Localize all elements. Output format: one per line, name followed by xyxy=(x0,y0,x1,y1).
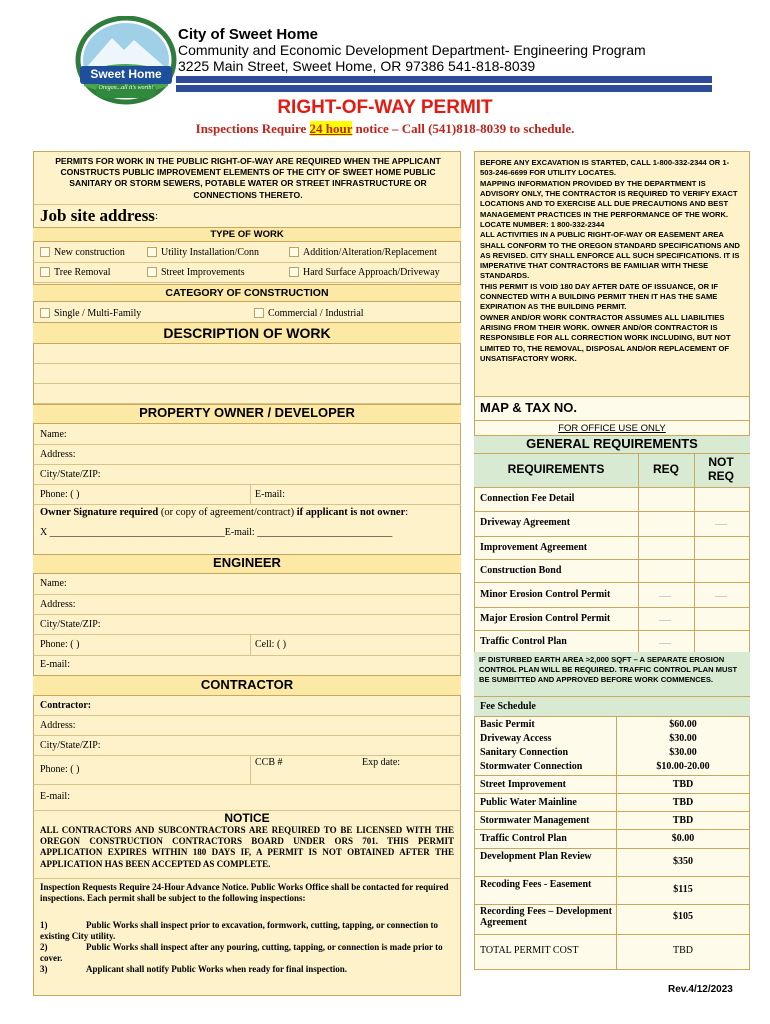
inspection-intro: Inspection Requests Require 24-Hour Advance Notice. Public Works Office shall be contacted for required inspections. Each permit shall be subject to the following inspections: xyxy=(40,882,449,903)
fee-recording-development-agreement: Recording Fees – Development Agreement xyxy=(480,906,612,928)
fee-driveway-access: Driveway Access xyxy=(480,733,552,744)
erosion-note: IF DISTURBED EARTH AREA >2,000 SQFT – A SEPARATE EROSION CONTROL PLAN WILL BE REQUIRED. TRAFFIC CONTROL PLAN MUST BE SUMBITTED AND APPROVED BEFORE WORK COMMENCES. xyxy=(479,655,738,684)
subtitle-post: notice – Call (541)818-8039 to schedule. xyxy=(352,121,575,136)
fee-traffic-control-plan: Traffic Control Plan xyxy=(480,833,567,844)
description-title: DESCRIPTION OF WORK xyxy=(163,325,331,341)
fee-recoding-easement: Recoding Fees - Easement xyxy=(480,879,592,890)
req-traffic-control: Traffic Control Plan xyxy=(480,636,567,647)
inspection-text: Public Works shall inspect after any pouring, cutting, tapping, or connection is made prior to cover. xyxy=(40,942,443,963)
inspection-list xyxy=(40,920,454,975)
contractor-exp-field[interactable]: Exp date: xyxy=(362,757,401,768)
page-title: RIGHT-OF-WAY PERMIT xyxy=(277,97,493,118)
contractor-city-field[interactable]: City/State/ZIP: xyxy=(40,740,101,751)
description-line-3[interactable] xyxy=(34,384,460,404)
logo-text: Sweet Home xyxy=(90,67,162,81)
office-use-label: FOR OFFICE USE ONLY xyxy=(558,423,666,434)
req-major-erosion: Major Erosion Control Permit xyxy=(480,613,611,624)
req-improvement-agreement: Improvement Agreement xyxy=(480,542,588,553)
inspection-item xyxy=(40,964,454,975)
tree-removal-checkbox[interactable] xyxy=(40,267,50,277)
type-of-work-title: TYPE OF WORK xyxy=(210,229,284,240)
single-multi-family-checkbox[interactable] xyxy=(40,308,50,318)
fee-traffic-control-plan-amount: $0.00 xyxy=(671,833,695,844)
notice-mapping: MAPPING INFORMATION PROVIDED BY THE DEPARTMENT IS ADVISORY ONLY, THE CONTRACTOR IS REQUIRED TO VERIFY EXACT LOCATIONS AND TO EXERCISE ALL DUE PRECAUTIONS AND BEST MANAGEMENT PRACTICES IN THE PERFORMANCE OF THE WORK. LOCATE NUMBER: 1 800-332-2344 xyxy=(480,178,738,229)
engineer-title: ENGINEER xyxy=(213,555,281,570)
fee-sanitary-connection: Sanitary Connection xyxy=(480,747,569,758)
subtitle-pre: Inspections Require xyxy=(195,121,310,136)
sig-colon: : xyxy=(405,507,409,518)
hard-surface-approach-label: Hard Surface Approach/Driveway xyxy=(303,267,440,278)
notice-permit-void: THIS PERMIT IS VOID 180 DAY AFTER DATE OF ISSUANCE, OR IF CONNECTED WITH A BUILDING PERMIT THEN IT HAS THE SAME EXPIRATION AS THE BUILDING PERMIT. xyxy=(480,281,718,312)
fee-recording-development-agreement-amount: $105 xyxy=(673,911,693,922)
fee-basic-permit: Basic Permit xyxy=(480,719,535,730)
req-major-erosion-mark[interactable] xyxy=(659,620,671,621)
fee-sanitary-connection-amount: $30.00 xyxy=(669,747,697,758)
owner-city-field[interactable]: City/State/ZIP: xyxy=(40,469,101,480)
subtitle-highlight: 24 hour xyxy=(309,121,353,136)
fee-stormwater-connection-amount: $10.00-20.00 xyxy=(656,761,710,772)
inspection-num: 3) xyxy=(40,964,48,974)
req-minor-erosion: Minor Erosion Control Permit xyxy=(480,589,611,600)
not-req-minor-erosion-mark[interactable] xyxy=(715,596,727,597)
owner-name-field[interactable]: Name: xyxy=(40,429,67,440)
org-name: City of Sweet Home xyxy=(178,26,319,43)
contractor-email-field[interactable]: E-mail: xyxy=(40,791,70,802)
job-site-label: Job site address xyxy=(40,206,155,225)
fee-recoding-easement-amount: $115 xyxy=(673,884,693,895)
owner-email-field[interactable]: E-mail: xyxy=(255,489,285,500)
notice-liabilities: OWNER AND/OR WORK CONTRACTOR ASSUMES ALL LIABILITIES ARISING FROM THEIR WORK. OWNER AND/OR CONTRACTOR IS RESPONSIBLE FOR ALL CORRECTION WORK INCLUDING, BUT NOT LIMITED TO, THE REMOVAL, DISPOSAL AND/OR REPLACEMENT OF UNSATISFACTORY WORK. xyxy=(480,313,731,363)
owner-phone-field[interactable]: Phone: ( ) xyxy=(40,489,80,500)
header-rule xyxy=(176,74,712,92)
commercial-industrial-label: Commercial / Industrial xyxy=(268,308,364,319)
inspection-num: 2) xyxy=(40,942,48,952)
department-name: Community and Economic Development Department- Engineering Program xyxy=(178,42,646,58)
req-driveway-agreement: Driveway Agreement xyxy=(480,517,571,528)
notice-utility-locates: BEFORE ANY EXCAVATION IS STARTED, CALL 1-800-332-2344 OR 1-503-246-6699 FOR UTILITY LOCATES. xyxy=(480,158,730,178)
single-multi-family-label: Single / Multi-Family xyxy=(54,308,142,319)
fee-schedule-title: Fee Schedule xyxy=(480,701,536,712)
not-req-driveway-mark[interactable] xyxy=(715,524,727,525)
engineer-address-field[interactable]: Address: xyxy=(40,599,76,610)
engineer-cell-field[interactable]: Cell: ( ) xyxy=(255,639,287,650)
tree-removal-label: Tree Removal xyxy=(54,267,111,278)
description-line-2[interactable] xyxy=(34,364,460,384)
intro-text: PERMITS FOR WORK IN THE PUBLIC RIGHT-OF-WAY ARE REQUIRED WHEN THE APPLICANT CONSTRUCTS PUBLIC IMPROVEMENT ELEMENTS OF THE CITY OF SWEET HOME PUBLIC SANITARY OR STORM SEWERS, POTABLE WATER OR STREET INFRASTRUCTURE OR CONNECTIONS THERETO. xyxy=(55,156,441,200)
fee-public-water-mainline-amount: TBD xyxy=(672,797,694,808)
fee-stormwater-connection: Stormwater Connection xyxy=(480,761,583,772)
map-tax-label: MAP & TAX NO. xyxy=(480,400,578,415)
total-permit-cost-label: TOTAL PERMIT COST xyxy=(480,945,579,956)
job-site-address-field[interactable] xyxy=(40,204,458,228)
fee-driveway-access-amount: $30.00 xyxy=(669,733,697,744)
fee-street-improvement-amount: TBD xyxy=(672,779,694,790)
fee-basic-permit-amount: $60.00 xyxy=(669,719,697,730)
city-logo xyxy=(72,16,180,106)
req-minor-erosion-mark[interactable] xyxy=(659,596,671,597)
fee-public-water-mainline: Public Water Mainline xyxy=(480,797,577,808)
notice-text: ALL CONTRACTORS AND SUBCONTRACTORS ARE REQUIRED TO BE LICENSED WITH THE OREGON CONSTRUCTION CONTRACTORS BOARD UNDER ORS 701. THIS PERMIT APPLICATION EXPIRES WITHIN 180 DAYS IF, A PERMIT IS NOT OBTAINED AFTER THE APPLICATION HAS BEEN ACCEPTED AS COMPLETE. xyxy=(40,825,454,869)
addition-alteration-checkbox[interactable] xyxy=(289,247,299,257)
contractor-name-field[interactable]: Contractor: xyxy=(40,700,92,711)
contractor-phone-field[interactable]: Phone: ( ) xyxy=(40,764,80,775)
sig-bold-2: if applicant is not owner xyxy=(296,507,406,518)
total-permit-cost-amount: TBD xyxy=(673,945,693,956)
revision-date: Rev.4/12/2023 xyxy=(668,984,733,995)
owner-signature-note xyxy=(40,507,408,518)
general-requirements-title: GENERAL REQUIREMENTS xyxy=(526,436,698,451)
owner-address-field[interactable]: Address: xyxy=(40,449,76,460)
org-address: 3225 Main Street, Sweet Home, OR 97386 541-818-8039 xyxy=(178,58,536,74)
inspection-text: Public Works shall inspect prior to excavation, formwork, cutting, tapping, or connection to existing City utility. xyxy=(40,920,439,941)
contractor-ccb-field[interactable]: CCB # xyxy=(255,757,283,768)
req-construction-bond: Construction Bond xyxy=(480,565,562,576)
fee-stormwater-management: Stormwater Management xyxy=(480,815,590,826)
owner-title: PROPERTY OWNER / DEVELOPER xyxy=(139,405,355,420)
contractor-title: CONTRACTOR xyxy=(200,677,294,692)
utility-installation-checkbox[interactable] xyxy=(147,247,157,257)
new-construction-label: New construction xyxy=(54,247,125,258)
inspection-item xyxy=(40,920,454,942)
req-traffic-control-mark[interactable] xyxy=(659,643,671,644)
fee-development-plan-review-amount: $350 xyxy=(673,856,693,867)
street-improvements-checkbox[interactable] xyxy=(147,267,157,277)
job-site-colon: : xyxy=(154,210,158,222)
new-construction-checkbox[interactable] xyxy=(40,247,50,257)
logo-tagline: Oregon...all it's worth! xyxy=(98,85,154,91)
fee-stormwater-management-amount: TBD xyxy=(672,815,694,826)
sig-normal: (or copy of agreement/contract) xyxy=(158,507,297,518)
sig-bold-1: Owner Signature required xyxy=(40,507,159,518)
not-req-column-header: NOT REQ xyxy=(707,455,734,483)
inspection-text: Applicant shall notify Public Works when ready for final inspection. xyxy=(86,964,348,974)
contractor-address-field[interactable]: Address: xyxy=(40,720,76,731)
engineer-phone-field[interactable]: Phone: ( ) xyxy=(40,639,80,650)
category-title: CATEGORY OF CONSTRUCTION xyxy=(165,287,329,299)
engineer-city-field[interactable]: City/State/ZIP: xyxy=(40,619,101,630)
req-column-header: REQ xyxy=(652,462,679,476)
notice-title: NOTICE xyxy=(224,811,270,825)
fee-development-plan-review: Development Plan Review xyxy=(480,851,592,862)
hard-surface-approach-checkbox[interactable] xyxy=(289,267,299,277)
engineer-email-field[interactable]: E-mail: xyxy=(40,659,70,670)
notice-standards: ALL ACTIVITIES IN A PUBLIC RIGHT-OF-WAY OR EASEMENT AREA SHALL CONFORM TO THE OREGON STANDARD SPECIFICATIONS AND AS REVISED. CITY SHALL ENFORCE ALL SUCH SPECIFICATIONS. IT IS IMPERATIVE THAT CONTRACTORS BE FAMILIAR WITH THESE STANDARDS. xyxy=(480,230,740,281)
owner-signature-line[interactable]: X ___________________________________E-mail: ___________________________ xyxy=(40,527,393,538)
description-line-1[interactable] xyxy=(34,344,460,364)
addition-alteration-label: Addition/Alteration/Replacement xyxy=(303,247,437,258)
req-connection-fee-detail: Connection Fee Detail xyxy=(480,493,575,504)
page-subtitle xyxy=(0,121,770,137)
right-notices xyxy=(474,151,750,398)
commercial-industrial-checkbox[interactable] xyxy=(254,308,264,318)
inspection-item xyxy=(40,942,454,964)
utility-installation-label: Utility Installation/Conn xyxy=(161,247,260,258)
fee-street-improvement: Street Improvement xyxy=(480,779,566,790)
requirements-column-header: REQUIREMENTS xyxy=(507,462,605,476)
inspection-num: 1) xyxy=(40,920,48,930)
engineer-name-field[interactable]: Name: xyxy=(40,578,67,589)
street-improvements-label: Street Improvements xyxy=(161,267,245,278)
